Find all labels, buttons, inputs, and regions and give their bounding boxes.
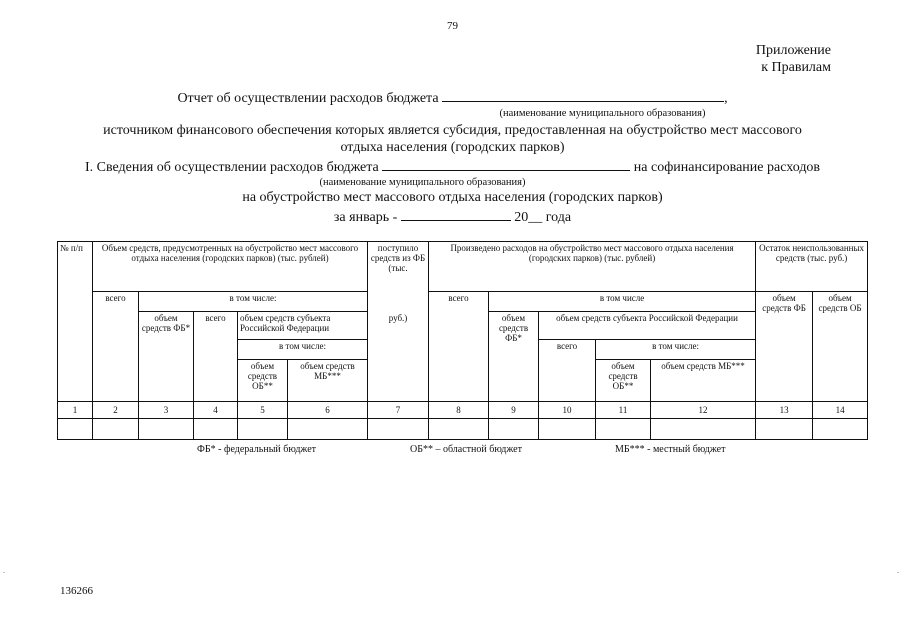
report-title (0, 89, 905, 107)
header-planned-mb: объем средств МБ*** (288, 360, 368, 402)
reporting-period (0, 208, 905, 226)
section-heading-suffix: на софинансирование расходов (633, 160, 821, 175)
document-code: 136266 (60, 585, 93, 597)
header-planned-ob: объем средств ОБ** (238, 360, 288, 402)
header-planned-subject-total: всего (194, 312, 238, 402)
entry-cell[interactable] (238, 419, 288, 440)
entry-cell[interactable] (489, 419, 539, 440)
header-planned-total: всего (93, 292, 139, 402)
entry-cell[interactable] (288, 419, 368, 440)
municipality-blank-2[interactable] (382, 158, 630, 171)
report-title-line-3: отдыха населения (городских парков) (340, 140, 565, 155)
header-planned-including: в том числе: (139, 292, 368, 312)
header-spent-ob: объем средств ОБ** (596, 360, 651, 402)
header-planned-subject-including: в том числе: (238, 340, 368, 360)
section-line-2: на обустройство мест массового отдыха населения (городских парков) (242, 190, 663, 205)
entry-cell[interactable] (429, 419, 489, 440)
entry-cell[interactable] (93, 419, 139, 440)
header-spent: Произведено расходов на обустройство мест массового отдыха населения (городских парков) (тыс. рублей) (429, 242, 756, 292)
header-remainder: Остаток неиспользованных средств (тыс. руб.) (756, 242, 868, 292)
municipality-caption-1: (наименование муниципального образования) (499, 108, 706, 119)
column-number: 5 (238, 402, 288, 419)
section-heading (0, 158, 905, 176)
entry-cell[interactable] (813, 419, 868, 440)
column-number: 4 (194, 402, 238, 419)
footnote-ob: ОБ** – областной бюджет (410, 444, 522, 455)
column-number: 12 (651, 402, 756, 419)
footnote-mb: МБ*** - местный бюджет (615, 444, 726, 455)
header-remainder-fb: объем средств ФБ (756, 292, 813, 402)
period-prefix: за январь - (333, 210, 398, 225)
header-planned-fb: объем средств ФБ* (139, 312, 194, 402)
header-spent-total: всего (429, 292, 489, 402)
appendix-note (756, 42, 831, 76)
left-edge-mark: . (3, 566, 5, 575)
column-number: 2 (93, 402, 139, 419)
column-number: 6 (288, 402, 368, 419)
header-spent-subject-including: в том числе: (596, 340, 756, 360)
entry-cell[interactable] (651, 419, 756, 440)
right-edge-mark: . (897, 566, 899, 575)
entry-cell[interactable] (596, 419, 651, 440)
header-spent-including: в том числе (489, 292, 756, 312)
column-number: 11 (596, 402, 651, 419)
data-entry-row[interactable] (58, 419, 868, 440)
report-title-line-2: источником финансового обеспечения которых является субсидия, предоставленная на обустройство мест массового (103, 123, 802, 138)
entry-cell[interactable] (368, 419, 429, 440)
header-number: № п/п (58, 242, 93, 402)
footnote-fb: ФБ* - федеральный бюджет (197, 444, 317, 455)
column-number: 1 (58, 402, 93, 419)
appendix-line-2: к Правилам (761, 60, 831, 75)
header-planned: Объем средств, предусмотренных на обустройство мест массового отдыха населения (городских парков) (тыс. рублей) (93, 242, 368, 292)
column-number: 3 (139, 402, 194, 419)
column-number: 8 (429, 402, 489, 419)
report-title-suffix: , (724, 91, 728, 106)
period-month-blank[interactable] (401, 208, 511, 221)
municipality-blank-1[interactable] (442, 89, 724, 102)
page-number: 79 (447, 20, 458, 32)
municipality-caption-2: (наименование муниципального образования) (319, 177, 526, 188)
entry-cell[interactable] (756, 419, 813, 440)
column-number-row (58, 402, 868, 419)
header-spent-fb: объем средств ФБ* (489, 312, 539, 402)
column-number: 7 (368, 402, 429, 419)
entry-cell[interactable] (58, 419, 93, 440)
header-spent-subject-total: всего (539, 340, 596, 402)
entry-cell[interactable] (194, 419, 238, 440)
header-spent-subject: объем средств субъекта Российской Федерации (539, 312, 756, 340)
column-number: 10 (539, 402, 596, 419)
entry-cell[interactable] (139, 419, 194, 440)
header-remainder-ob: объем средств ОБ (813, 292, 868, 402)
report-table (57, 241, 868, 440)
header-planned-subject: объем средств субъекта Российской Федерации (238, 312, 368, 340)
column-number: 13 (756, 402, 813, 419)
section-heading-prefix: I. Сведения об осуществлении расходов бюджета (84, 160, 379, 175)
header-spent-mb: объем средств МБ*** (651, 360, 756, 402)
column-number: 9 (489, 402, 539, 419)
header-received-cont: руб.) (368, 312, 429, 402)
report-title-prefix: Отчет об осуществлении расходов бюджета (177, 91, 439, 106)
header-received: поступило средств из ФБ (тыс. (368, 242, 429, 312)
entry-cell[interactable] (539, 419, 596, 440)
column-number: 14 (813, 402, 868, 419)
appendix-line-1: Приложение (755, 43, 831, 58)
period-year: 20__ года (514, 210, 572, 225)
